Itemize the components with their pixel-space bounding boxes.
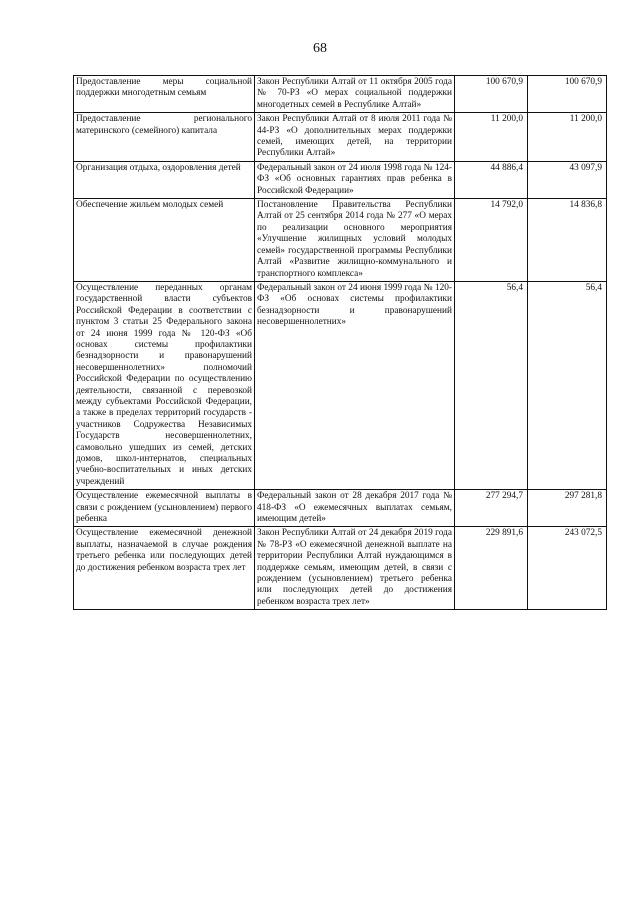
measure-name-cell: Осуществление ежемесячной денежной выплаты, назначаемой в случае рождения третьего ребенка или последующих детей до достижения ребенком возраста трех лет: [74, 527, 255, 610]
measure-name-cell: Организация отдыха, оздоровления детей: [74, 161, 255, 198]
measure-name-cell: Осуществление ежемесячной выплаты в связи с рождением (усыновлением) первого ребенка: [74, 490, 255, 527]
table-row: [74, 161, 607, 198]
amount-cell-1: 14 792,0: [455, 199, 528, 282]
amount-cell-2: 14 836,8: [528, 199, 607, 282]
table-row: [74, 199, 607, 282]
measure-name-cell: Предоставление регионального материнского (семейного) капитала: [74, 113, 255, 162]
amount-cell-1: 11 200,0: [455, 113, 528, 162]
legal-basis-cell: Закон Республики Алтай от 11 октября 2005 года № 70-РЗ «О мерах социальной поддержки многодетных семей в Республике Алтай»: [255, 76, 455, 113]
table-row: [74, 113, 607, 162]
measure-name-cell: Предоставление меры социальной поддержки многодетным семьям: [74, 76, 255, 113]
amount-cell-1: 100 670,9: [455, 76, 528, 113]
amount-cell-2: 297 281,8: [528, 490, 607, 527]
amount-cell-1: 56,4: [455, 281, 528, 489]
amount-cell-1: 277 294,7: [455, 490, 528, 527]
legal-basis-cell: Федеральный закон от 28 декабря 2017 года № 418-ФЗ «О ежемесячных выплатах семьям, имеющим детей»: [255, 490, 455, 527]
legal-basis-cell: Закон Республики Алтай от 8 июля 2011 года № 44-РЗ «О дополнительных мерах поддержки семей, имеющих детей, на территории Республики Алтай»: [255, 113, 455, 162]
measure-name-cell: Осуществление переданных органам государственной власти субъектов Российской Федерации в соответствии с пунктом 3 статьи 25 Федерального закона от 24 июня 1999 года № 120-ФЗ «Об основах системы профилактики безнадзорности и правонарушений несовершеннолетних» полномочий Российской Федерации по осуществлению деятельности, связанной с перевозкой между субъектами Российской Федерации, а также в пределах территорий государств - участников Содружества Независимых Государств несовершеннолетних, самовольно ушедших из семей, детских домов, школ-интернатов, специальных учебно-воспитательных и иных детских учреждений: [74, 281, 255, 489]
amount-cell-2: 56,4: [528, 281, 607, 489]
budget-table: [73, 75, 607, 610]
table-row: [74, 281, 607, 489]
legal-basis-cell: Федеральный закон от 24 июля 1998 года № 124-ФЗ «Об основных гарантиях прав ребенка в Российской Федерации»: [255, 161, 455, 198]
table-row: [74, 527, 607, 610]
legal-basis-cell: Федеральный закон от 24 июня 1999 года № 120-ФЗ «Об основах системы профилактики безнадзорности и правонарушений несовершеннолетних»: [255, 281, 455, 489]
table-row: [74, 490, 607, 527]
legal-basis-cell: Закон Республики Алтай от 24 декабря 2019 года № 78-РЗ «О ежемесячной денежной выплате на территории Республики Алтай нуждающимся в поддержке семьям, имеющим детей, в связи с рождением (усыновлением) третьего ребенка или последующих детей до достижения ребенком возраста трех лет»: [255, 527, 455, 610]
amount-cell-2: 243 072,5: [528, 527, 607, 610]
amount-cell-1: 229 891,6: [455, 527, 528, 610]
measure-name-cell: Обеспечение жильем молодых семей: [74, 199, 255, 282]
amount-cell-2: 100 670,9: [528, 76, 607, 113]
amount-cell-2: 43 097,9: [528, 161, 607, 198]
legal-basis-cell: Постановление Правительства Республики Алтай от 25 сентября 2014 года № 277 «О мерах по реализации основного мероприятия «Улучшение жилищных условий молодых семей» государственной программы Республики Алтай «Развитие жилищно-коммунального и транспортного комплекса»: [255, 199, 455, 282]
amount-cell-2: 11 200,0: [528, 113, 607, 162]
table-row: [74, 76, 607, 113]
page-number: 68: [313, 41, 327, 56]
amount-cell-1: 44 886,4: [455, 161, 528, 198]
